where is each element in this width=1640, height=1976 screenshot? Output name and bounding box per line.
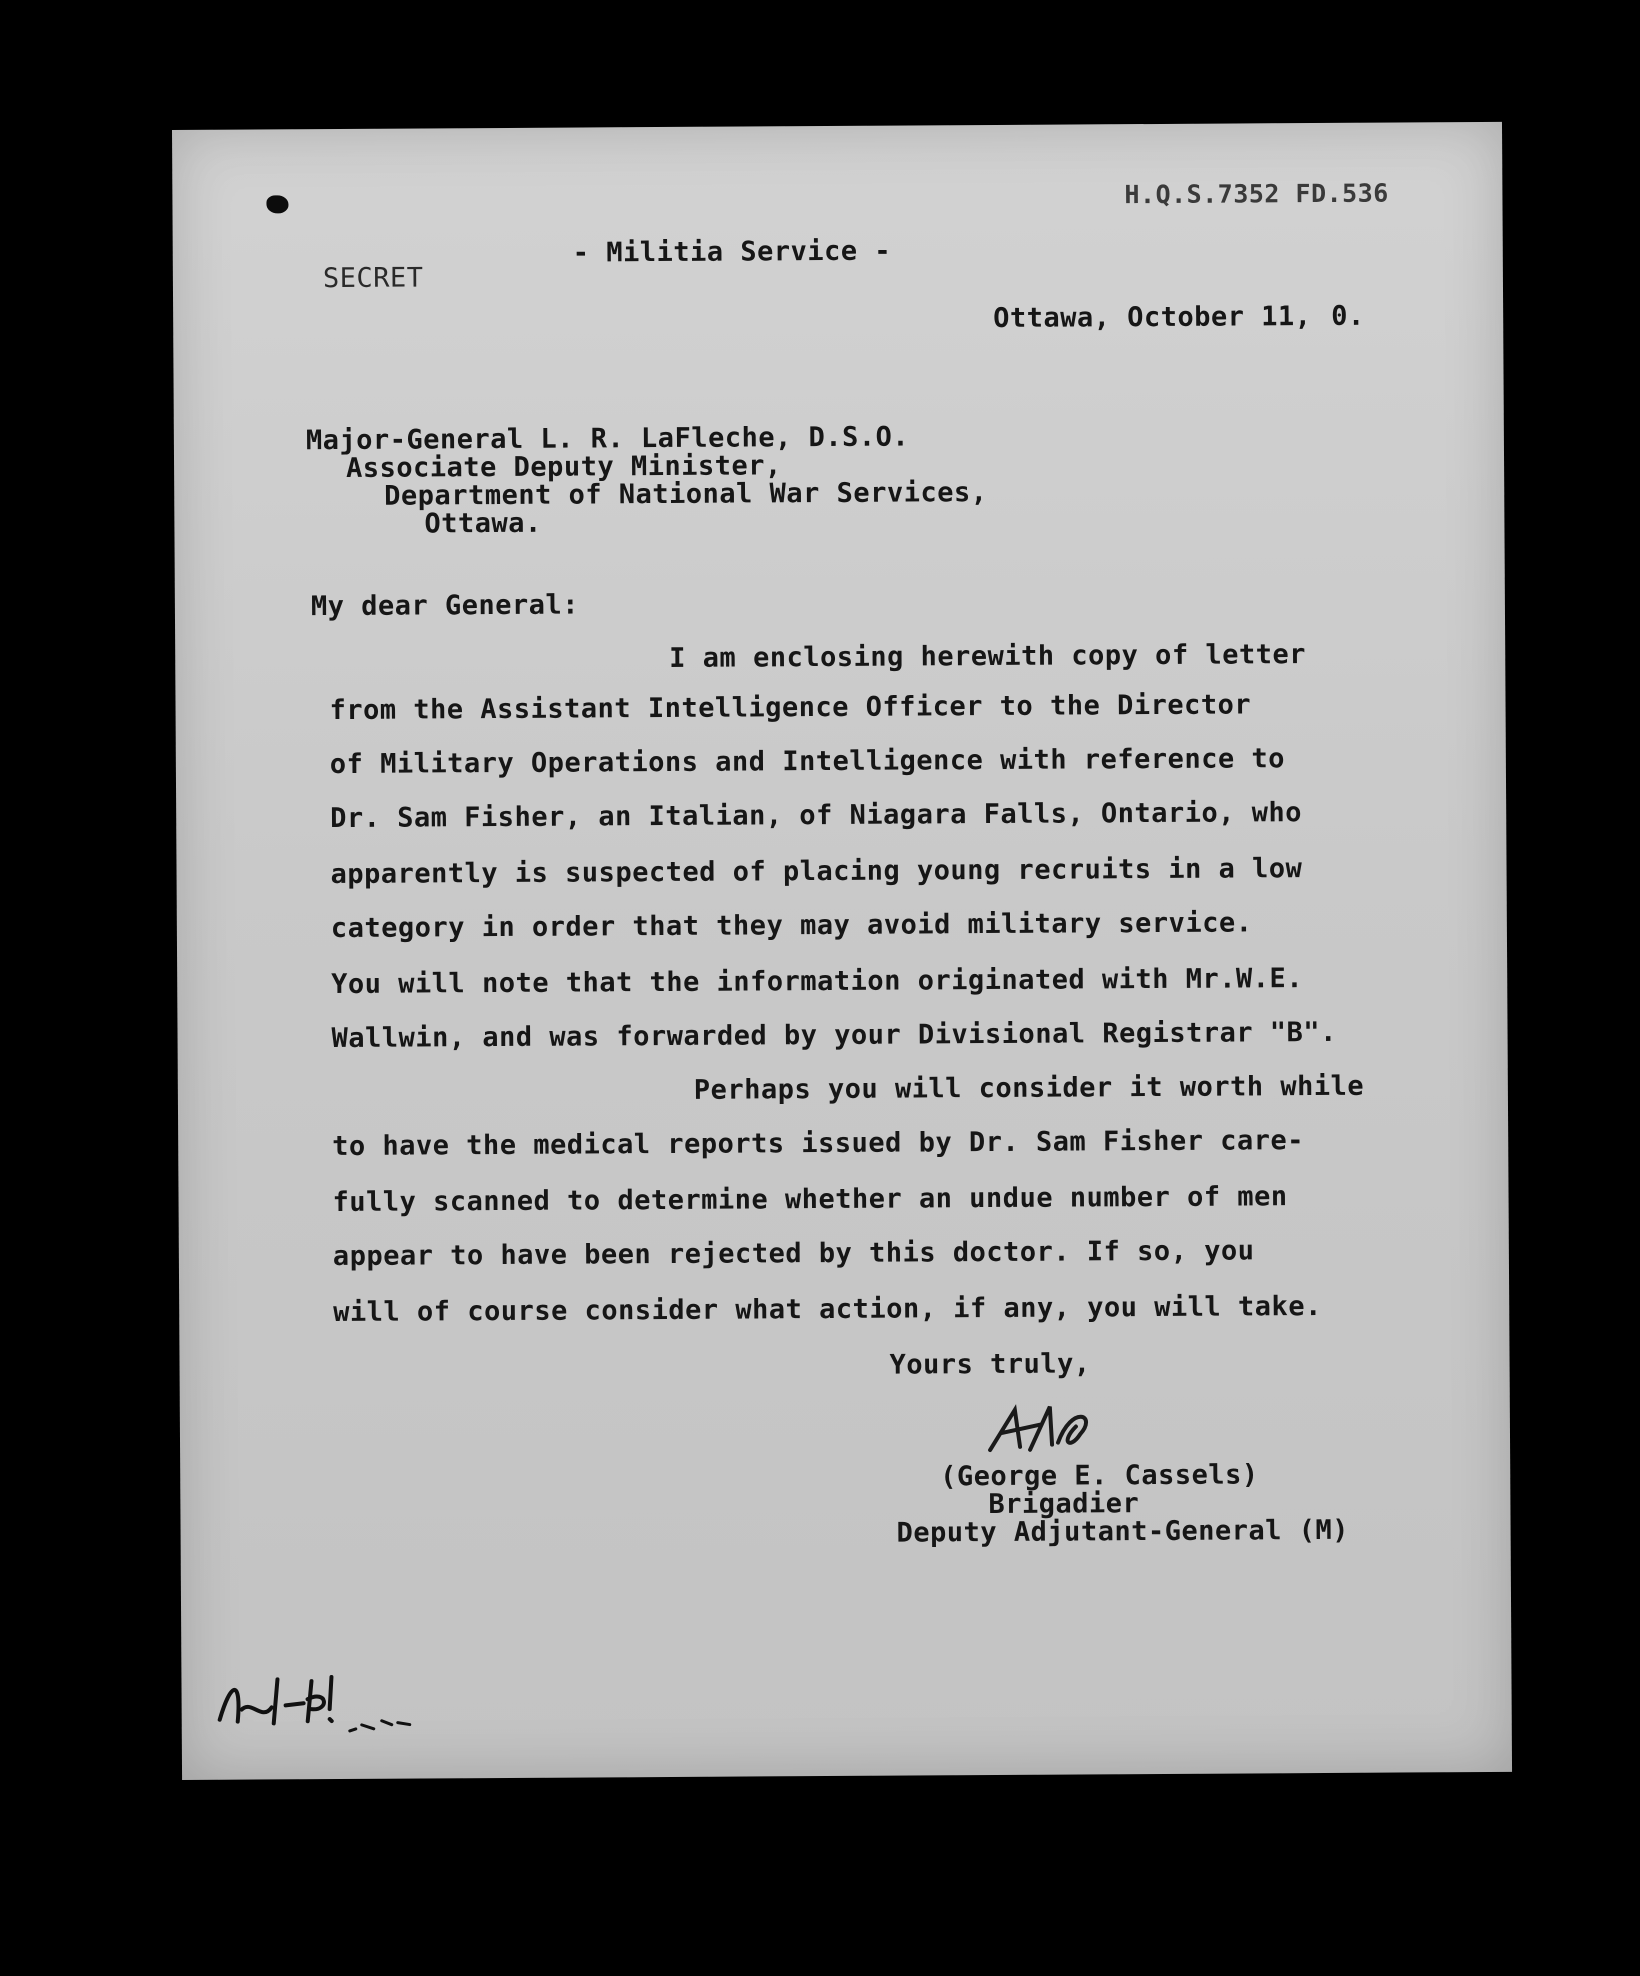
body-line: of Military Operations and Intelligence with reference to (329, 743, 1286, 781)
date-year: 0. (1331, 300, 1365, 332)
file-reference: H.Q.S.7352 FD.536 (1124, 178, 1389, 210)
signatory-rank: Brigadier (988, 1488, 1140, 1521)
place-date: Ottawa, October 11, (993, 301, 1312, 334)
body-line: I am enclosing herewith copy of letter (669, 639, 1307, 674)
closing: Yours truly, (889, 1348, 1091, 1381)
body-line: apparently is suspected of placing young recruits in a low (330, 853, 1303, 891)
body-line: from the Assistant Intelligence Officer to the Director (329, 689, 1252, 727)
body-line: category in order that they may avoid military service. (330, 907, 1253, 945)
classification-mark: SECRET (322, 262, 424, 295)
salutation: My dear General: (310, 589, 580, 623)
recipient-name: Major-General L. R. LaFleche, D.S.O. (305, 421, 910, 457)
signatory-name: (George E. Cassels) (940, 1459, 1259, 1493)
letterhead-service: - Militia Service - (572, 235, 892, 269)
body-line: to have the medical reports issued by Dr. Sam Fisher care- (332, 1125, 1305, 1163)
recipient-city: Ottawa. (424, 507, 542, 540)
body-line: Dr. Sam Fisher, an Italian, of Niagara Falls, Ontario, who (330, 797, 1303, 835)
signatory-position: Deputy Adjutant-General (M) (896, 1514, 1350, 1549)
letter-page (172, 122, 1512, 1780)
body-line: will of course consider what action, if any, you will take. (333, 1290, 1322, 1329)
scan-edge-mark (1592, 1690, 1596, 1694)
body-line: Wallwin, and was forwarded by your Divisional Registrar "B". (331, 1016, 1337, 1055)
punch-hole (266, 195, 288, 213)
body-line: fully scanned to determine whether an undue number of men (332, 1181, 1288, 1219)
recipient-title: Associate Deputy Minister, (345, 450, 782, 484)
recipient-department: Department of National War Services, (384, 477, 988, 512)
body-line: You will note that the information originated with Mr.W.E. (331, 963, 1304, 1001)
body-line: Perhaps you will consider it worth while (693, 1070, 1365, 1106)
handwritten-annotation (211, 1658, 452, 1749)
body-line: appear to have been rejected by this doctor. If so, you (332, 1235, 1255, 1273)
signature-initials (980, 1394, 1110, 1465)
